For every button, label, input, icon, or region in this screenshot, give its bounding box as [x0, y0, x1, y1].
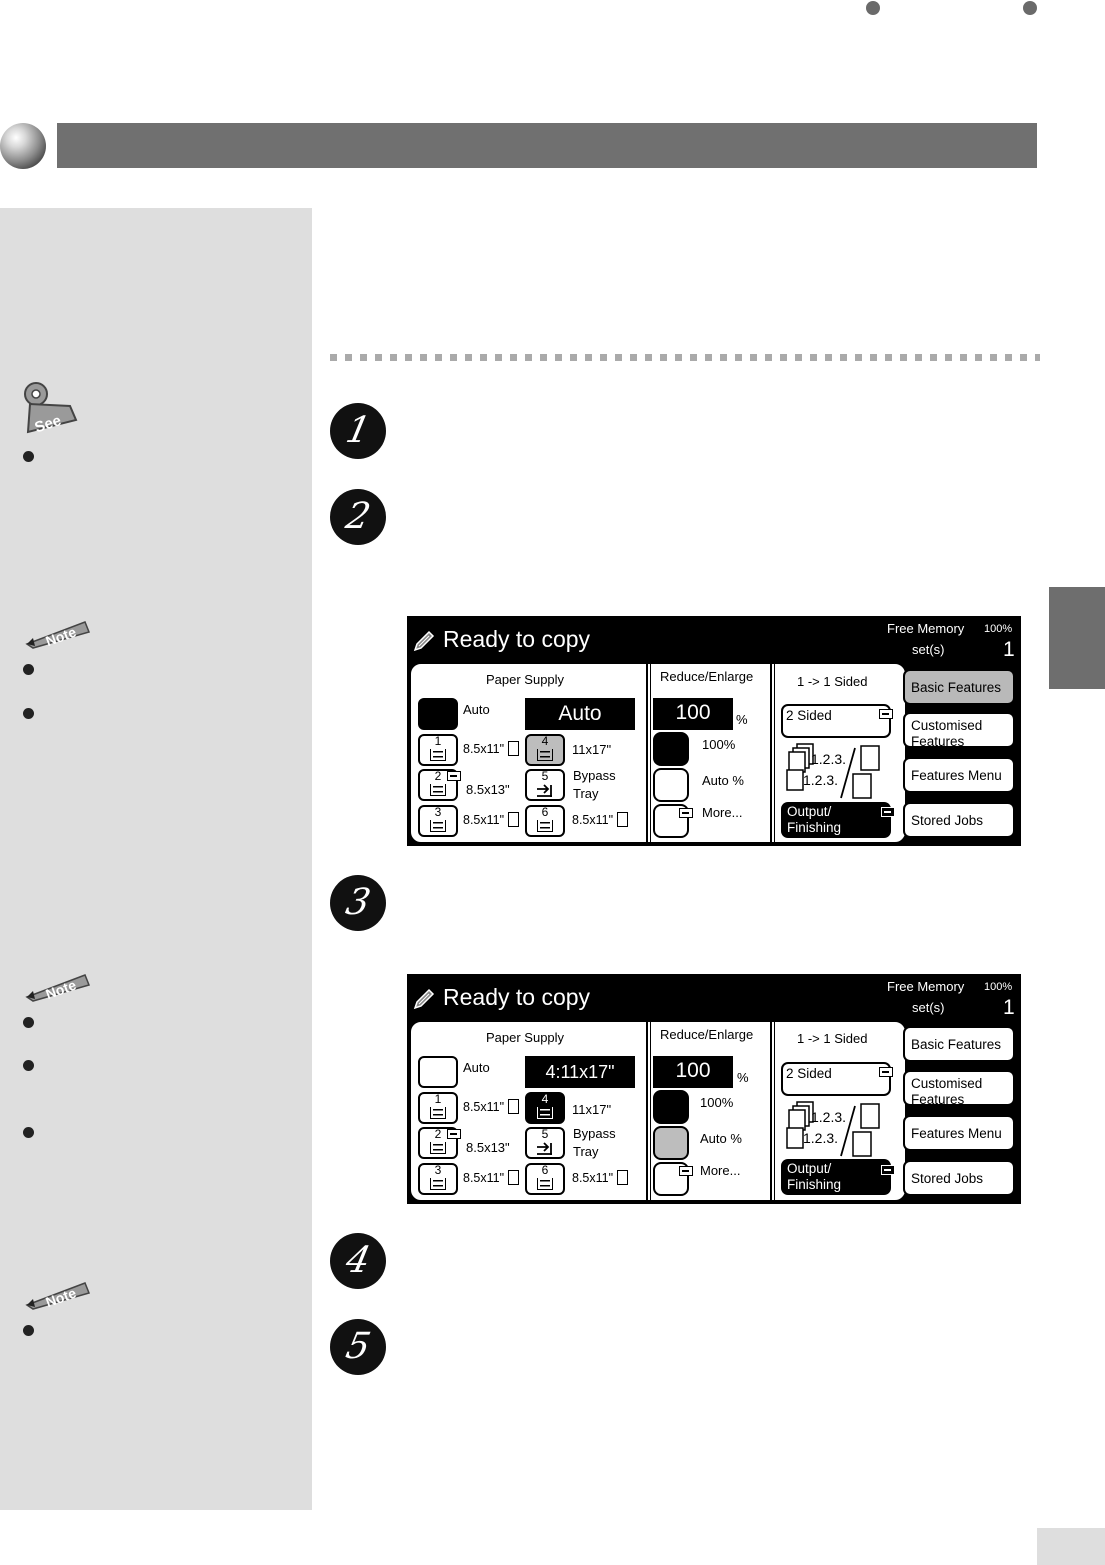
divider: [774, 664, 775, 842]
more-settings-icon: [679, 808, 693, 818]
auto-tray-label: Auto: [463, 1060, 490, 1075]
note-badge-text: Note: [43, 976, 79, 1003]
step-4-marker: 4: [330, 1233, 386, 1289]
auto-tray-button[interactable]: [418, 698, 458, 730]
note-pencil-icon: [23, 1273, 93, 1313]
paper-supply-label: Paper Supply: [486, 1030, 565, 1045]
section-header-bar: [57, 123, 1037, 168]
pages-sample-icon: [785, 742, 885, 800]
ratio-100-label: 100%: [700, 1095, 734, 1110]
tray-3-button[interactable]: 3: [418, 805, 458, 837]
tray-4-button[interactable]: 4: [525, 1092, 565, 1124]
copy-pen-icon: [413, 988, 435, 1010]
status-title: Ready to copy: [443, 626, 591, 652]
two-sided-button[interactable]: 2 Sided: [781, 704, 891, 738]
features-menu-tab[interactable]: Features Menu: [903, 757, 1015, 793]
tray-1-button[interactable]: 1: [418, 1092, 458, 1124]
section-ball-icon: [0, 123, 46, 169]
customised-features-tab[interactable]: Customised Features: [903, 1070, 1015, 1106]
sidebar-bullet: [23, 1127, 34, 1138]
free-memory-value: 100%: [984, 623, 1013, 635]
auto-percent-button[interactable]: [653, 768, 689, 802]
tray-6-button[interactable]: 6: [525, 805, 565, 837]
divider: [650, 1022, 651, 1200]
tray-6-size: 8.5x11": [572, 1171, 614, 1185]
free-memory-label: Free Memory: [887, 979, 965, 994]
auto-percent-label: Auto %: [700, 1131, 742, 1146]
bypass-arrow-icon: [536, 784, 554, 798]
copy-pen-icon: [413, 630, 435, 652]
bypass-arrow-icon: [536, 1142, 554, 1156]
top-dot-left: [866, 1, 880, 15]
top-dot-right: [1023, 1, 1037, 15]
step-5-marker: 5: [330, 1319, 386, 1375]
note-badge: [23, 612, 93, 650]
dotted-divider: [330, 354, 1040, 361]
features-menu-tab[interactable]: Features Menu: [903, 1115, 1015, 1151]
note-badge: [23, 1273, 93, 1311]
more-ratio-label: More...: [700, 1163, 741, 1178]
portrait-paper-icon: [617, 1170, 628, 1185]
tray-2-size: 8.5x13": [466, 782, 510, 797]
more-ratio-label: More...: [702, 805, 743, 820]
tray-2-size: 8.5x13": [466, 1140, 510, 1155]
output-settings-icon: [881, 807, 895, 817]
note-pencil-icon: [23, 965, 93, 1005]
step-1-marker: 1: [330, 403, 386, 459]
tray-icon: [430, 820, 446, 832]
status-title: Ready to copy: [443, 984, 591, 1010]
note-badge: [23, 965, 93, 1003]
sets-label: set(s): [912, 1000, 945, 1015]
portrait-paper-icon: [508, 812, 519, 827]
paper-supply-label: Paper Supply: [486, 672, 565, 687]
sidebar-bullet: [23, 1017, 34, 1028]
note-badge-text: Note: [43, 623, 79, 650]
portrait-paper-icon: [508, 1170, 519, 1185]
sets-label: set(s): [912, 642, 945, 657]
auto-percent-label: Auto %: [702, 773, 744, 788]
see-magnifier-icon: [20, 380, 90, 440]
tray-icon: [537, 1178, 553, 1190]
tray-4-button[interactable]: 4: [525, 734, 565, 766]
tray-5-bypass-button[interactable]: 5: [525, 1127, 565, 1159]
sets-count: 1: [1003, 996, 1015, 1019]
sidebar-bullet: [23, 1325, 34, 1336]
reduce-enlarge-label: Reduce/Enlarge: [660, 1027, 754, 1042]
tray-icon: [537, 1107, 553, 1119]
sets-count: 1: [1003, 638, 1015, 661]
sidebar-bullet: [23, 451, 34, 462]
ratio-display: 100: [653, 698, 733, 730]
auto-tray-button[interactable]: [418, 1056, 458, 1088]
tray-icon: [537, 749, 553, 761]
chapter-tab: [1049, 587, 1105, 689]
portrait-paper-icon: [508, 1099, 519, 1114]
divider: [774, 1022, 775, 1200]
portrait-paper-icon: [617, 812, 628, 827]
output-finishing-button[interactable]: Output/ Finishing: [781, 1159, 891, 1195]
tray-3-size: 8.5x11": [463, 1171, 505, 1185]
tray-icon: [430, 1107, 446, 1119]
output-finishing-button[interactable]: Output/ Finishing: [781, 802, 891, 838]
two-sided-settings-icon: [879, 1067, 893, 1077]
tray-3-size: 8.5x11": [463, 813, 505, 827]
percent-sign: %: [736, 712, 748, 727]
step-3-marker: 3: [330, 875, 386, 931]
tray-5-label-line2: Tray: [573, 1144, 599, 1159]
tray-6-size: 8.5x11": [572, 813, 614, 827]
tray-icon: [430, 1178, 446, 1190]
divider: [770, 664, 772, 842]
tray-settings-icon: [447, 1129, 461, 1139]
tray-5-label-line2: Tray: [573, 786, 599, 801]
stored-jobs-tab[interactable]: Stored Jobs: [903, 1160, 1015, 1196]
divider: [646, 1022, 648, 1200]
reduce-enlarge-label: Reduce/Enlarge: [660, 669, 754, 684]
sample-text: 1.2.3.: [811, 751, 847, 767]
sided-label: 1 -> 1 Sided: [797, 674, 868, 689]
sidebar-bullet: [23, 1060, 34, 1071]
stored-jobs-tab[interactable]: Stored Jobs: [903, 802, 1015, 838]
tray-5-label-line1: Bypass: [573, 768, 616, 783]
auto-percent-button[interactable]: [653, 1126, 689, 1160]
page-number-box: [1037, 1528, 1105, 1565]
tray-2-button[interactable]: 2: [418, 769, 458, 801]
tray-1-size: 8.5x11": [463, 1100, 505, 1114]
two-sided-settings-icon: [879, 709, 893, 719]
note-badge-text: Note: [43, 1284, 79, 1311]
sample-text: 1.2.3.: [811, 1109, 847, 1125]
tray-5-bypass-button[interactable]: 5: [525, 769, 565, 801]
tray-icon: [537, 820, 553, 832]
tray-2-button[interactable]: 2: [418, 1127, 458, 1159]
copier-screen-1: [407, 616, 1021, 846]
selected-tray-display: Auto: [525, 698, 635, 730]
portrait-paper-icon: [508, 741, 519, 756]
ratio-100-button[interactable]: [653, 732, 689, 766]
sidebar-bullet: [23, 708, 34, 719]
see-badge: [20, 380, 90, 437]
sample-text: 1.2.3.: [803, 1130, 839, 1146]
tray-5-label-line1: Bypass: [573, 1126, 616, 1141]
free-memory-value: 100%: [984, 981, 1013, 993]
percent-sign: %: [737, 1070, 749, 1085]
tray-icon: [430, 749, 446, 761]
ratio-100-label: 100%: [702, 737, 736, 752]
see-badge-text: See: [32, 412, 64, 437]
divider: [770, 1022, 772, 1200]
sided-label: 1 -> 1 Sided: [797, 1031, 868, 1046]
pages-sample-icon: [785, 1100, 885, 1158]
tray-icon: [430, 784, 446, 796]
tray-settings-icon: [447, 771, 461, 781]
tray-4-size: 11x17": [572, 742, 612, 757]
tray-icon: [430, 1142, 446, 1154]
sample-text: 1.2.3.: [803, 772, 839, 788]
customised-features-tab[interactable]: Customised Features: [903, 712, 1015, 748]
ratio-100-button[interactable]: [653, 1090, 689, 1124]
more-settings-icon: [679, 1166, 693, 1176]
tray-4-size: 11x17": [572, 1102, 612, 1117]
tray-6-button[interactable]: 6: [525, 1163, 565, 1195]
copier-screen-2: [407, 974, 1021, 1204]
auto-tray-label: Auto: [463, 702, 490, 717]
divider: [646, 664, 648, 842]
tray-1-size: 8.5x11": [463, 742, 505, 756]
divider: [650, 664, 651, 842]
tray-1-button[interactable]: 1: [418, 734, 458, 766]
selected-tray-display: 4:11x17": [525, 1056, 635, 1088]
free-memory-label: Free Memory: [887, 621, 965, 636]
basic-features-tab[interactable]: Basic Features: [903, 669, 1015, 705]
two-sided-button[interactable]: 2 Sided: [781, 1062, 891, 1096]
ratio-display: 100: [653, 1056, 733, 1088]
tray-3-button[interactable]: 3: [418, 1163, 458, 1195]
step-2-marker: 2: [330, 489, 386, 545]
output-settings-icon: [881, 1165, 895, 1175]
note-pencil-icon: [23, 612, 93, 652]
sidebar-bullet: [23, 664, 34, 675]
basic-features-tab[interactable]: Basic Features: [903, 1026, 1015, 1062]
